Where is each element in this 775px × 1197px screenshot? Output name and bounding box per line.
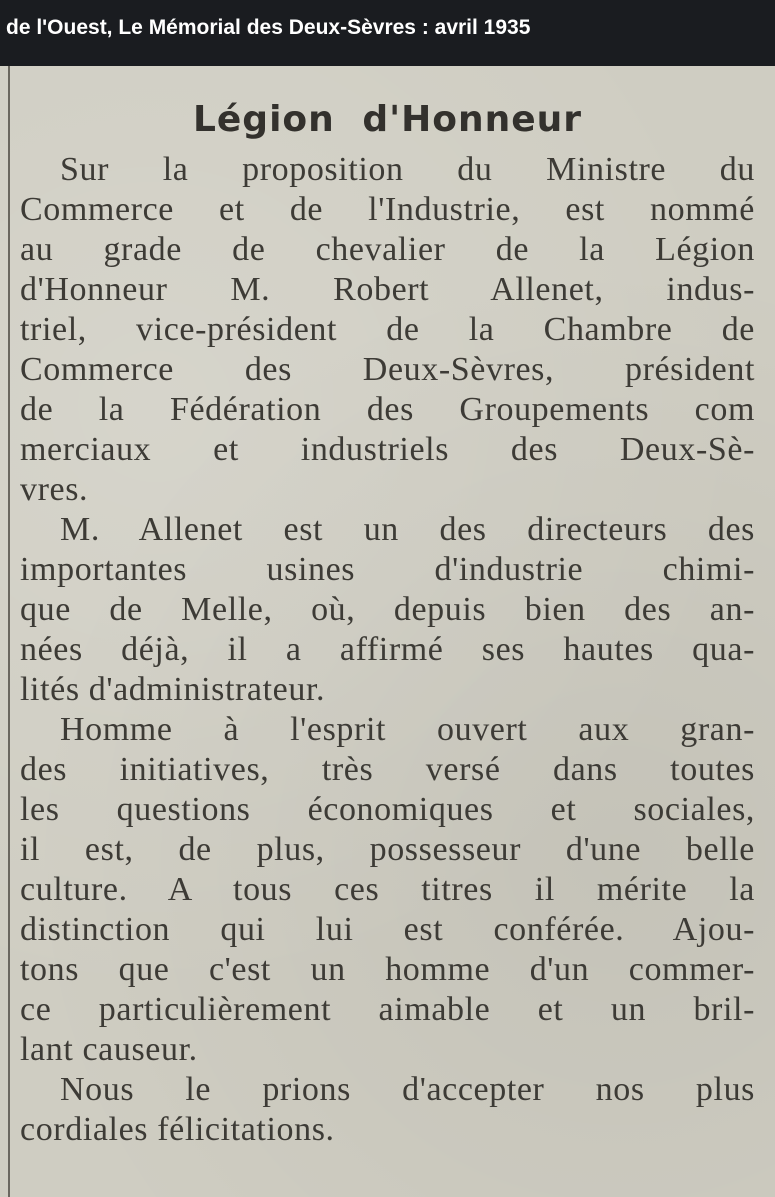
text-line: merciaux et industriels des Deux-Sè- xyxy=(20,431,755,468)
text-line: importantes usines d'industrie chimi- xyxy=(20,551,755,588)
text-line: culture. A tous ces titres il mérite la xyxy=(20,871,755,908)
text-line: Sur la proposition du Ministre du xyxy=(60,151,755,188)
text-line: lant causeur. xyxy=(20,1031,198,1068)
text-line: Commerce et de l'Industrie, est nommé xyxy=(20,191,755,228)
text-line: que de Melle, où, depuis bien des an- xyxy=(20,591,755,628)
paragraph-2 xyxy=(20,510,755,710)
article xyxy=(20,96,755,1150)
paragraph-3 xyxy=(20,710,755,1070)
newspaper-clipping xyxy=(0,66,775,1197)
text-line: vres. xyxy=(20,471,89,508)
text-line: nées déjà, il a affirmé ses hautes qua- xyxy=(20,631,755,668)
text-line: d'Honneur M. Robert Allenet, indus- xyxy=(20,271,755,308)
text-line: Nous le prions d'accepter nos plus xyxy=(60,1071,755,1108)
text-line: M. Allenet est un des directeurs des xyxy=(60,511,755,548)
text-line: les questions économiques et sociales, xyxy=(20,791,755,828)
text-line: Commerce des Deux-Sèvres, président xyxy=(20,351,755,388)
text-line: il est, de plus, possesseur d'une belle xyxy=(20,831,755,868)
text-line: de la Fédération des Groupements com xyxy=(20,391,755,428)
column-rule xyxy=(8,66,10,1197)
text-line: distinction qui lui est conférée. Ajou- xyxy=(20,911,755,948)
text-line: des initiatives, très versé dans toutes xyxy=(20,751,755,788)
paragraph-1 xyxy=(20,150,755,510)
text-line: au grade de chevalier de la Légion xyxy=(20,231,755,268)
text-line: Homme à l'esprit ouvert aux gran- xyxy=(60,711,755,748)
text-line: tons que c'est un homme d'un commer- xyxy=(20,951,755,988)
text-line: cordiales félicitations. xyxy=(20,1111,335,1148)
text-line: ce particulièrement aimable et un bril- xyxy=(20,991,755,1028)
article-headline: Légion d'Honneur xyxy=(192,99,583,140)
text-line: triel, vice-président de la Chambre de xyxy=(20,311,755,348)
paragraph-4 xyxy=(20,1070,755,1150)
window-title: de l'Ouest, Le Mémorial des Deux-Sèvres : avril 1935 xyxy=(0,0,775,66)
text-line: lités d'administrateur. xyxy=(20,671,326,708)
